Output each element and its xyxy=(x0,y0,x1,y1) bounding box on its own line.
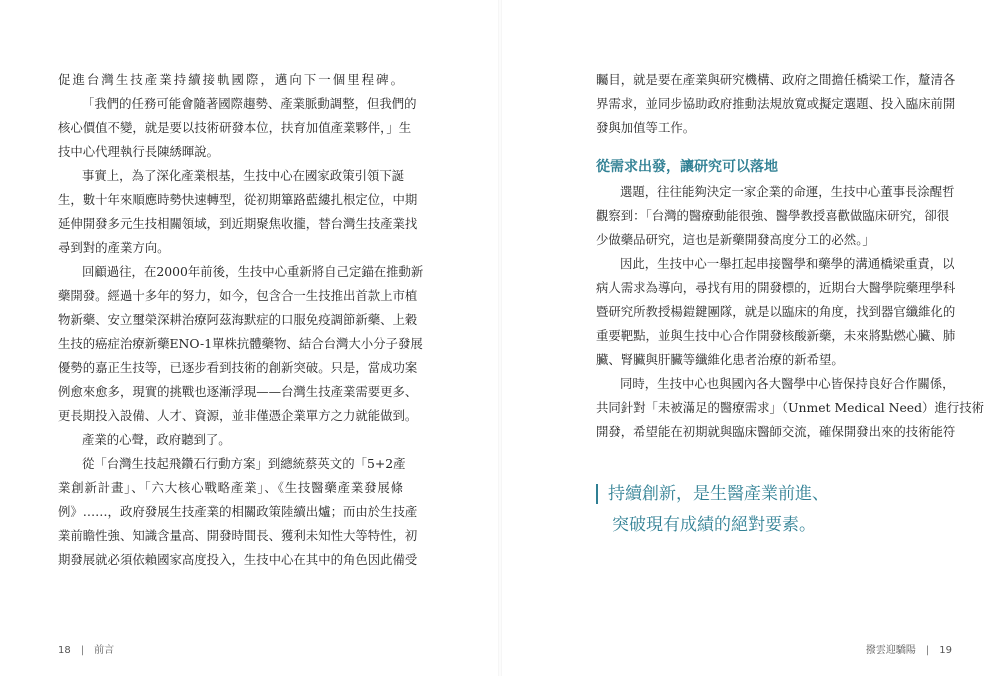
body-line: 開發，希望能在初期就與臨床醫師交流，確保開發出來的技術能符 xyxy=(596,424,956,439)
body-line: 同時，生技中心也與國內各大醫學中心皆保持良好合作關係， xyxy=(620,376,955,391)
body-line: 更長期投入設備、人才、資源，並非僅憑企業單方之力就能做到。 xyxy=(58,408,418,423)
body-line: 促進台灣生技產業持續接軌國際，邁向下一個里程碑。 xyxy=(58,72,403,87)
body-line: 矚目，就是要在產業與研究機構、政府之間擔任橋梁工作，釐清各 xyxy=(596,72,956,87)
body-line: 例》……，政府發展生技產業的相關政策陸續出爐；而由於生技產 xyxy=(58,504,418,519)
body-line: 期發展就必須依賴國家高度投入，生技中心在其中的角色因此備受 xyxy=(58,552,418,567)
pull-quote-bar xyxy=(596,484,598,504)
body-line: 業前瞻性強、知識含量高、開發時間長、獲利未知性大等特性，初 xyxy=(58,528,418,543)
left-page-body xyxy=(58,68,424,572)
body-line: 生，數十年來順應時勢快速轉型，從初期篳路藍縷扎根定位，中期 xyxy=(58,192,418,207)
pull-quote-line: 持續創新，是生醫產業前進、 xyxy=(608,484,829,504)
body-line: 事實上，為了深化產業根基，生技中心在國家政策引領下誕 xyxy=(82,168,405,183)
body-line: 生技的癌症治療新藥ENO-1單株抗體藥物、結合台灣大小分子發展 xyxy=(58,336,423,351)
body-line: 產業的心聲，政府聽到了。 xyxy=(82,432,231,447)
body-line: 病人需求為導向，尋找有用的開發標的，近期台大醫學院藥理學科 xyxy=(596,280,956,295)
body-line: 暨研究所教授楊鎧鍵團隊，就是以臨床的角度，找到器官纖維化的 xyxy=(596,304,956,319)
body-line: 例愈來愈多，現實的挑戰也逐漸浮現——台灣生技產業需要更多、 xyxy=(58,384,418,399)
body-line: 發與加值等工作。 xyxy=(596,120,696,135)
body-line: 優勢的嘉正生技等，已逐步看到技術的創新突破。只是，當成功案 xyxy=(58,360,418,375)
body-line: 選題，往往能夠決定一家企業的命運，生技中心董事長涂醒哲 xyxy=(620,184,955,199)
running-header: 撥雲迎驕陽 xyxy=(865,645,916,656)
footer-separator: | xyxy=(925,645,930,656)
section-heading: 從需求出發，讓研究可以落地 xyxy=(596,159,778,175)
body-line: 重要靶點，並與生技中心合作開發核酸新藥，未來將點燃心臟、肺 xyxy=(596,328,956,343)
body-line: 少做藥品研究，這也是新藥開發高度分工的必然。」 xyxy=(596,232,875,247)
body-line: 核心價值不變，就是要以技術研發本位，扶育加值產業夥伴，」生 xyxy=(58,120,412,135)
body-line: 業創新計畫」、「六大核心戰略產業」、《生技醫藥產業發展條 xyxy=(58,480,403,495)
right-page-footer xyxy=(866,641,952,656)
left-page-footer xyxy=(58,641,114,656)
right-page xyxy=(500,0,1000,676)
page-number: 19 xyxy=(939,645,952,656)
running-header: 前言 xyxy=(94,645,115,656)
body-line: 界需求，並同步協助政府推動法規放寬或擬定選題、投入臨床前開 xyxy=(596,96,956,111)
footer-separator: | xyxy=(80,645,85,656)
body-line: 共同針對「未被滿足的醫療需求」（Unmet Medical Need）進行技術 xyxy=(596,400,985,415)
page-number: 18 xyxy=(58,645,71,656)
body-line: 尋到對的產業方向。 xyxy=(58,240,170,255)
body-line: 延伸開發多元生技相關領域，到近期聚焦收攏，替台灣生技產業找 xyxy=(58,216,418,231)
pull-quote xyxy=(596,478,956,538)
body-line: 觀察到：「台灣的醫療動能很強、醫學教授喜歡做臨床研究，卻很 xyxy=(596,208,950,223)
pull-quote-line: 突破現有成績的絕對要素。 xyxy=(612,515,816,535)
body-line: 從「台灣生技起飛鑽石行動方案」到總統蔡英文的「5+2產 xyxy=(82,456,406,471)
body-line: 藥開發。經過十多年的努力，如今，包含合一生技推出首款上市植 xyxy=(58,288,418,303)
body-line: 物新藥、安立璽榮深耕治療阿茲海默症的口服免疫調節新藥、上穀 xyxy=(58,312,418,327)
body-line: 因此，生技中心一舉扛起串接醫學和藥學的溝通橋梁重責，以 xyxy=(620,256,955,271)
body-line: 臟、腎臟與肝臟等纖維化患者治療的新希望。 xyxy=(596,352,844,367)
right-page-body xyxy=(596,68,985,444)
body-line: 技中心代理執行長陳綉暉說。 xyxy=(58,144,220,159)
body-line: 「我們的任務可能會隨著國際趨勢、產業脈動調整，但我們的 xyxy=(82,96,417,111)
body-line: 回顧過往，在2000年前後，生技中心重新將自己定錨在推動新 xyxy=(82,264,424,279)
